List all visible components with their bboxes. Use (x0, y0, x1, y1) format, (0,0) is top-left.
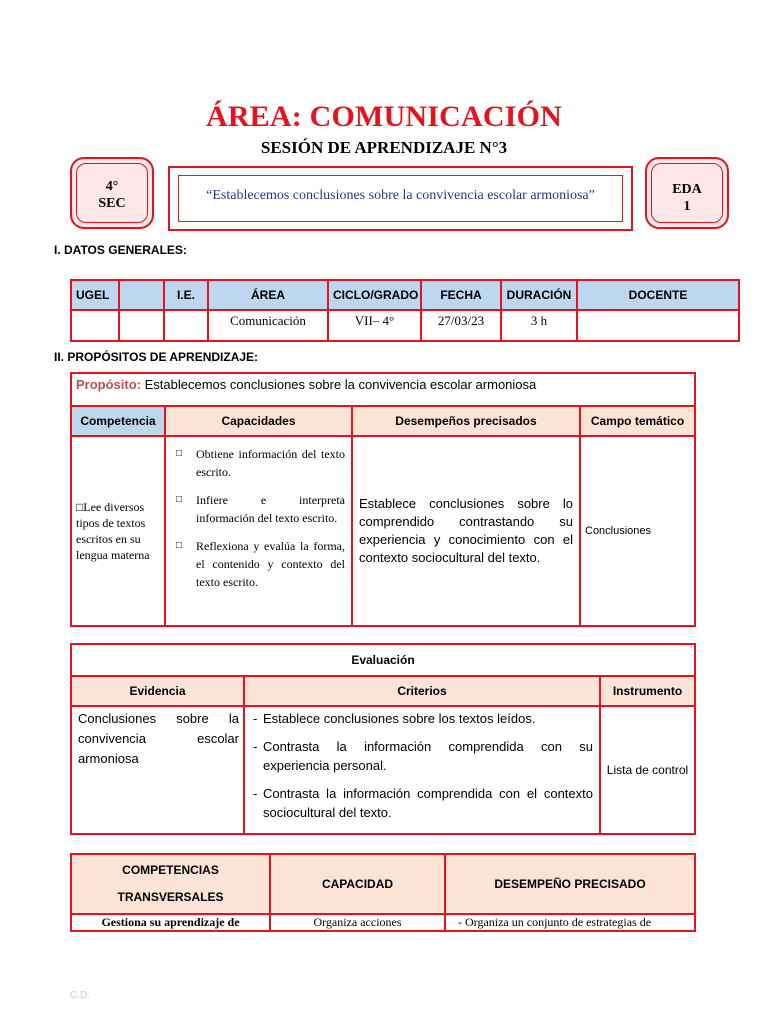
capacidad-item: □ Infiere e interpreta información del texto escrito. (174, 491, 345, 527)
evaluacion-title: Evaluación (71, 644, 695, 676)
competencia-text: Lee diversos tipos de textos escritos en su lengua materna (76, 500, 150, 562)
col-competencia: Competencia (71, 406, 165, 436)
col-capacidad: CAPACIDAD (270, 854, 445, 914)
section-datos-generales: I. DATOS GENERALES: (54, 243, 187, 257)
competencia-cell (71, 436, 165, 626)
footer-watermark: C.D. (70, 990, 90, 1001)
col-campo-tematico: Campo temático (580, 406, 695, 436)
grade-badge-line-2: SEC (98, 196, 126, 211)
col-criterios: Criterios (244, 676, 600, 706)
value-ugel (71, 310, 119, 341)
evaluacion-table (70, 643, 696, 835)
instrumento-cell: Lista de control (600, 706, 695, 834)
evidencia-cell: Conclusiones sobre la convivencia escolar armoniosa (71, 706, 244, 834)
criterio-item: - Establece conclusiones sobre los textos leídos. (251, 709, 593, 728)
eda-badge-line-2: 1 (683, 199, 691, 214)
value-blank (119, 310, 164, 341)
transversal-desempeno: - Organiza un conjunto de estrategias de (445, 914, 695, 931)
col-capacidades: Capacidades (165, 406, 352, 436)
capacidad-item: □ Reflexiona y evalúa la forma, el contenido y contexto del texto escrito. (174, 537, 345, 591)
transversales-header-row (71, 854, 695, 914)
datos-header-row (71, 280, 739, 310)
value-area: Comunicación (208, 310, 328, 341)
propositos-content-row (71, 436, 695, 626)
capacidades-list (174, 445, 345, 591)
grade-badge-line-1: 4° (105, 179, 119, 194)
col-ugel: UGEL (71, 280, 119, 310)
proposito-cell (71, 373, 695, 406)
page-title: ÁREA: COMUNICACIÓN (205, 100, 563, 133)
capacidades-cell (165, 436, 352, 626)
proposito-label: Propósito: (76, 377, 141, 392)
eda-badge (645, 157, 729, 229)
col-desempenos: Desempeños precisados (352, 406, 580, 436)
criterio-item: - Contrasta la información comprendida con el contexto sociocultural del texto. (251, 784, 593, 822)
capacidad-item: □ Obtiene información del texto escrito. (174, 445, 345, 481)
value-fecha: 27/03/23 (421, 310, 501, 341)
criterios-cell (244, 706, 600, 834)
propositos-header-row (71, 406, 695, 436)
campo-cell: Conclusiones (580, 436, 695, 626)
datos-table (70, 279, 740, 342)
session-banner (168, 166, 633, 231)
transversales-table (70, 853, 696, 932)
section-propositos: II. PROPÓSITOS DE APRENDIZAJE: (54, 350, 259, 364)
col-area: ÁREA (208, 280, 328, 310)
propositos-table (70, 372, 696, 627)
value-ie (164, 310, 208, 341)
desempeno-cell: Establece conclusiones sobre lo comprendido contrastando su experiencia y conocimiento con el contexto sociocultural del texto. (352, 436, 580, 626)
transversales-row (71, 914, 695, 931)
col-blank (119, 280, 164, 310)
value-duracion: 3 h (501, 310, 577, 341)
session-title: SESIÓN DE APRENDIZAJE N°3 (260, 138, 508, 157)
col-competencias-transversales: COMPETENCIAS TRANSVERSALES (71, 854, 270, 914)
evaluacion-header-row (71, 676, 695, 706)
checkbox-icon: □ (76, 500, 84, 514)
col-fecha: FECHA (421, 280, 501, 310)
value-docente (577, 310, 739, 341)
grade-badge (70, 157, 154, 229)
col-duracion: DURACIÓN (501, 280, 577, 310)
evaluacion-title-row (71, 644, 695, 676)
value-ciclo-grado: VII– 4° (328, 310, 421, 341)
proposito-row (71, 373, 695, 406)
datos-value-row (71, 310, 739, 341)
col-desempeno-precisado: DESEMPEÑO PRECISADO (445, 854, 695, 914)
criterios-list (251, 709, 593, 822)
col-evidencia: Evidencia (71, 676, 244, 706)
col-docente: DOCENTE (577, 280, 739, 310)
proposito-text: Establecemos conclusiones sobre la convivencia escolar armoniosa (141, 377, 537, 392)
transversal-capacidad: Organiza acciones (270, 914, 445, 931)
evaluacion-content-row (71, 706, 695, 834)
col-instrumento: Instrumento (600, 676, 695, 706)
criterio-item: - Contrasta la información comprendida con su experiencia personal. (251, 737, 593, 775)
banner-text: “Establecemos conclusiones sobre la convivencia escolar armoniosa” (206, 188, 595, 203)
col-ciclo-grado: CICLO/GRADO (328, 280, 421, 310)
transversal-competencia: Gestiona su aprendizaje de (71, 914, 270, 931)
eda-badge-line-1: EDA (672, 182, 702, 197)
col-ie: I.E. (164, 280, 208, 310)
